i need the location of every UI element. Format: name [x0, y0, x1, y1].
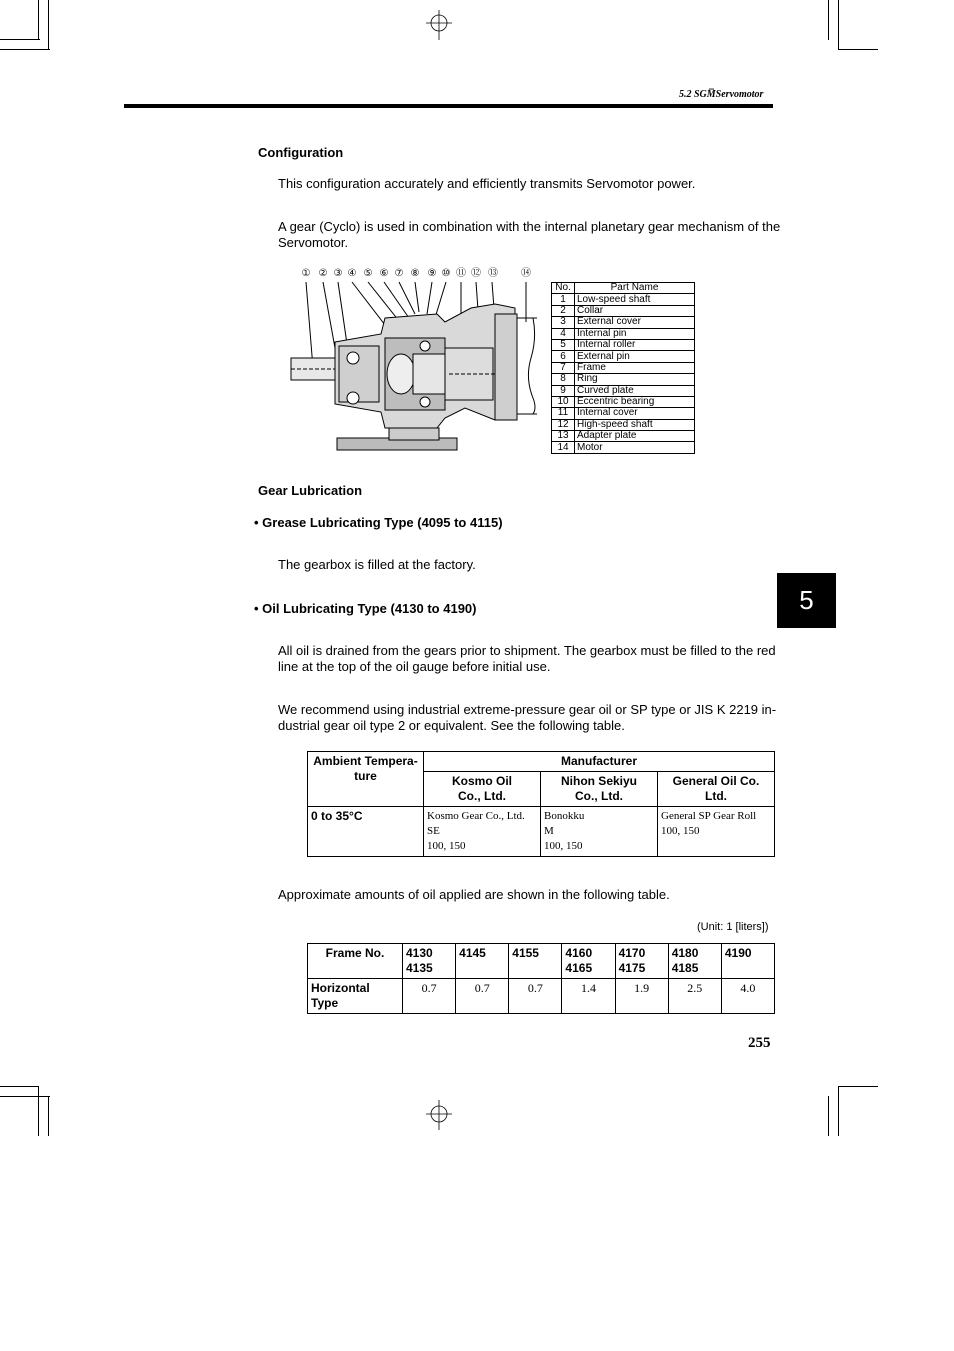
part-no: 11 [552, 408, 575, 419]
part-name: Adapter plate [575, 431, 695, 442]
oil-amount: 4.0 [721, 979, 774, 1014]
part-name: Internal roller [575, 339, 695, 350]
manufacturer-header: Manufacturer [424, 752, 775, 772]
parts-table [551, 282, 695, 454]
table-row [552, 351, 695, 362]
table-row [552, 442, 695, 453]
chapter-tab: 5 [777, 573, 836, 628]
oil-manufacturer-table [307, 751, 775, 857]
table-row [552, 294, 695, 305]
recommend-text: We recommend using industrial extreme-pressure gear oil or SP type or JIS K 2219 in- dustrial gear oil type 2 or equivalent. See the following table. [278, 702, 777, 733]
part-no: 1 [552, 294, 575, 305]
oil-amount-table [307, 943, 775, 1014]
callout-14: ⑭ [521, 268, 531, 279]
horizontal-type-label: Horizontal Type [308, 979, 403, 1014]
table-row [552, 385, 695, 396]
registration-mark-bottom [424, 1100, 454, 1130]
frame-col: 4130 4135 [403, 944, 456, 979]
manufacturer-nihon: Nihon Sekiyu Co., Ltd. [541, 772, 658, 807]
part-name: Curved plate [575, 385, 695, 396]
part-name: Collar [575, 305, 695, 316]
parts-header-no: No. [552, 283, 575, 294]
oil-kosmo: Kosmo Gear Co., Ltd. SE 100, 150 [424, 807, 541, 857]
table-row [552, 305, 695, 316]
callout-6: ⑥ [379, 268, 389, 279]
part-no: 8 [552, 374, 575, 385]
part-no: 3 [552, 317, 575, 328]
oil-text: All oil is drained from the gears prior to shipment. The gearbox must be filled to the red line at the top of the oil gauge before initial use. [278, 643, 776, 674]
callout-13: ⑬ [488, 268, 498, 279]
oil-amount: 0.7 [509, 979, 562, 1014]
callout-4: ④ [347, 268, 357, 279]
table-row [552, 396, 695, 407]
callout-11: ⑪ [456, 268, 466, 279]
oil-type-heading: • Oil Lubricating Type (4130 to 4190) [254, 601, 477, 616]
callout-10: ⑩ [441, 268, 451, 279]
callout-12: ⑫ [471, 268, 481, 279]
frame-col: 4170 4175 [615, 944, 668, 979]
configuration-paragraph-2: A gear (Cyclo) is used in combination with the internal planetary gear mechanism of the Servomotor. [278, 219, 781, 250]
gear-lubrication-heading: Gear Lubrication [258, 483, 363, 498]
temp-range: 0 to 35°C [308, 807, 424, 857]
frame-no-header: Frame No. [308, 944, 403, 979]
gearbox-cross-section [285, 278, 545, 454]
amounts-intro: Approximate amounts of oil applied are shown in the following table. [278, 887, 670, 902]
configuration-heading: Configuration [258, 145, 344, 160]
part-no: 13 [552, 431, 575, 442]
part-name: Internal pin [575, 328, 695, 339]
part-no: 10 [552, 396, 575, 407]
oil-amount: 1.4 [562, 979, 615, 1014]
callout-7: ⑦ [394, 268, 404, 279]
running-header: 5.2 SGM̅̅Servomotor [679, 89, 764, 100]
parts-header-name: Part Name [575, 283, 695, 294]
frame-col: 4155 [509, 944, 562, 979]
manufacturer-kosmo: Kosmo Oil Co., Ltd. [424, 772, 541, 807]
part-name: External pin [575, 351, 695, 362]
part-name: Internal cover [575, 408, 695, 419]
callout-9: ⑨ [427, 268, 437, 279]
configuration-paragraph-1: This configuration accurately and efficiently transmits Servomotor power. [278, 176, 696, 191]
part-no: 4 [552, 328, 575, 339]
grease-text: The gearbox is filled at the factory. [278, 557, 476, 572]
part-no: 2 [552, 305, 575, 316]
unit-label: (Unit: 1 [liters]) [697, 921, 769, 933]
header-rule [124, 104, 773, 108]
ambient-temp-header: Ambient Tempera- ture [308, 752, 424, 807]
oil-amount: 2.5 [668, 979, 721, 1014]
part-name: External cover [575, 317, 695, 328]
grease-type-heading: • Grease Lubricating Type (4095 to 4115) [254, 515, 503, 530]
part-no: 5 [552, 339, 575, 350]
part-name: Ring [575, 374, 695, 385]
oil-general: General SP Gear Roll 100, 150 [658, 807, 775, 857]
table-row [552, 339, 695, 350]
part-no: 6 [552, 351, 575, 362]
part-name: Frame [575, 362, 695, 373]
oil-amount: 1.9 [615, 979, 668, 1014]
oil-amount: 0.7 [403, 979, 456, 1014]
table-row [552, 374, 695, 385]
manufacturer-general: General Oil Co. Ltd. [658, 772, 775, 807]
table-row [552, 419, 695, 430]
table-row [552, 328, 695, 339]
part-name: Low-speed shaft [575, 294, 695, 305]
page-number: 255 [748, 1035, 771, 1051]
frame-col: 4145 [456, 944, 509, 979]
part-name: Eccentric bearing [575, 396, 695, 407]
frame-col: 4180 4185 [668, 944, 721, 979]
callout-5: ⑤ [363, 268, 373, 279]
registration-mark-top [424, 10, 454, 40]
part-name: High-speed shaft [575, 419, 695, 430]
callout-3: ③ [333, 268, 343, 279]
oil-amount: 0.7 [456, 979, 509, 1014]
callout-8: ⑧ [410, 268, 420, 279]
part-no: 7 [552, 362, 575, 373]
table-row [552, 362, 695, 373]
table-row [552, 408, 695, 419]
frame-col: 4190 [721, 944, 774, 979]
oil-nihon: Bonokku M 100, 150 [541, 807, 658, 857]
table-row [552, 431, 695, 442]
part-no: 12 [552, 419, 575, 430]
part-no: 14 [552, 442, 575, 453]
table-row [552, 317, 695, 328]
callout-1: ① [301, 268, 311, 279]
frame-col: 4160 4165 [562, 944, 615, 979]
part-name: Motor [575, 442, 695, 453]
callout-2: ② [318, 268, 328, 279]
part-no: 9 [552, 385, 575, 396]
